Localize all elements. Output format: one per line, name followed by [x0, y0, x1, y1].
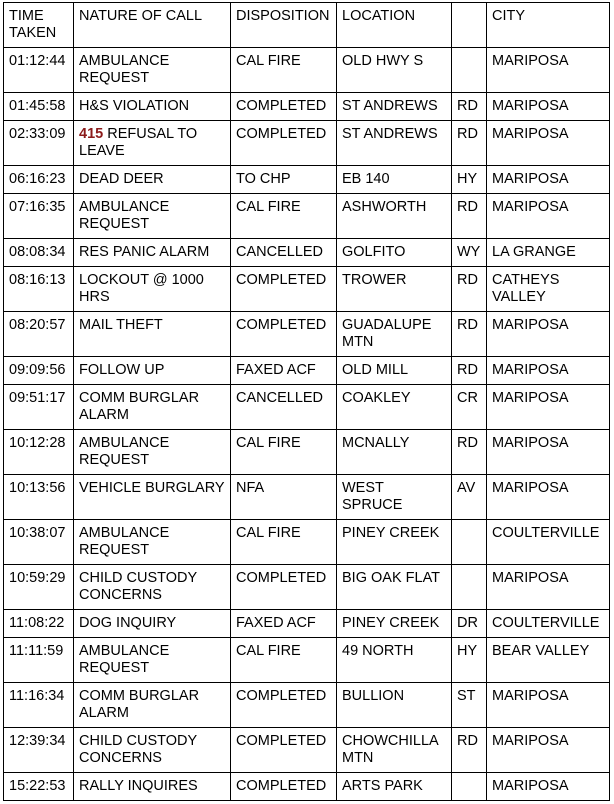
nature-text: RES PANIC ALARM: [79, 244, 210, 260]
cell-street-suffix: RD: [452, 430, 487, 475]
cell-street-suffix: [452, 48, 487, 93]
cell-time-taken: 10:12:28: [4, 430, 74, 475]
cell-street-suffix: HY: [452, 166, 487, 194]
cell-street-suffix: WY: [452, 239, 487, 267]
cell-disposition: COMPLETED: [231, 312, 337, 357]
cell-street-suffix: RD: [452, 121, 487, 166]
cell-time-taken: 10:38:07: [4, 520, 74, 565]
cell-city: MARIPOSA: [487, 475, 610, 520]
cell-disposition: CANCELLED: [231, 239, 337, 267]
cell-street-suffix: DR: [452, 610, 487, 638]
cell-time-taken: 07:16:35: [4, 194, 74, 239]
table-row: [4, 48, 610, 93]
cell-city: MARIPOSA: [487, 93, 610, 121]
cell-street-suffix: [452, 520, 487, 565]
cell-location: PINEY CREEK: [337, 610, 452, 638]
header-row: [4, 3, 610, 48]
table-row: [4, 385, 610, 430]
cell-location: GUADALUPE MTN: [337, 312, 452, 357]
header-nature-of-call: NATURE OF CALL: [74, 3, 231, 48]
call-log-body: [4, 48, 610, 801]
header-city: CITY: [487, 3, 610, 48]
cell-location: TROWER: [337, 267, 452, 312]
cell-nature-of-call: [74, 312, 231, 357]
cell-nature-of-call: [74, 683, 231, 728]
cell-city: COULTERVILLE: [487, 610, 610, 638]
cell-disposition: COMPLETED: [231, 565, 337, 610]
cell-street-suffix: [452, 565, 487, 610]
cell-nature-of-call: [74, 638, 231, 683]
table-row: [4, 773, 610, 801]
cell-time-taken: 11:16:34: [4, 683, 74, 728]
cell-city: MARIPOSA: [487, 48, 610, 93]
cell-nature-of-call: [74, 565, 231, 610]
cell-location: OLD HWY S: [337, 48, 452, 93]
cell-nature-of-call: [74, 93, 231, 121]
cell-location: WEST SPRUCE: [337, 475, 452, 520]
cell-time-taken: 01:12:44: [4, 48, 74, 93]
cell-location: MCNALLY: [337, 430, 452, 475]
cell-city: MARIPOSA: [487, 357, 610, 385]
call-log-table: [3, 2, 610, 801]
cell-city: CATHEYS VALLEY: [487, 267, 610, 312]
cell-location: EB 140: [337, 166, 452, 194]
cell-city: MARIPOSA: [487, 385, 610, 430]
cell-disposition: COMPLETED: [231, 121, 337, 166]
table-row: [4, 312, 610, 357]
nature-text: MAIL THEFT: [79, 317, 163, 333]
cell-city: MARIPOSA: [487, 430, 610, 475]
cell-street-suffix: RD: [452, 312, 487, 357]
cell-nature-of-call: [74, 166, 231, 194]
nature-text: AMBULANCE REQUEST: [79, 435, 170, 468]
nature-text: COMM BURGLAR ALARM: [79, 688, 200, 721]
nature-text: CHILD CUSTODY CONCERNS: [79, 570, 197, 603]
header-disposition: DISPOSITION: [231, 3, 337, 48]
cell-nature-of-call: [74, 267, 231, 312]
cell-time-taken: 01:45:58: [4, 93, 74, 121]
nature-text: VEHICLE BURGLARY: [79, 480, 225, 496]
cell-nature-of-call: [74, 728, 231, 773]
cell-disposition: COMPLETED: [231, 93, 337, 121]
cell-time-taken: 08:08:34: [4, 239, 74, 267]
header-time-taken: TIME TAKEN: [4, 3, 74, 48]
nature-text: RALLY INQUIRES: [79, 778, 198, 794]
table-row: [4, 638, 610, 683]
cell-nature-of-call: [74, 121, 231, 166]
cell-street-suffix: RD: [452, 93, 487, 121]
cell-nature-of-call: [74, 610, 231, 638]
cell-nature-of-call: [74, 48, 231, 93]
table-row: [4, 683, 610, 728]
table-row: [4, 610, 610, 638]
cell-time-taken: 09:09:56: [4, 357, 74, 385]
header-location: LOCATION: [337, 3, 452, 48]
cell-disposition: CAL FIRE: [231, 638, 337, 683]
table-row: [4, 728, 610, 773]
cell-location: OLD MILL: [337, 357, 452, 385]
cell-disposition: FAXED ACF: [231, 610, 337, 638]
cell-city: MARIPOSA: [487, 565, 610, 610]
cell-time-taken: 15:22:53: [4, 773, 74, 801]
cell-time-taken: 11:08:22: [4, 610, 74, 638]
cell-street-suffix: ST: [452, 683, 487, 728]
cell-disposition: COMPLETED: [231, 773, 337, 801]
cell-city: BEAR VALLEY: [487, 638, 610, 683]
cell-city: MARIPOSA: [487, 312, 610, 357]
table-row: [4, 239, 610, 267]
cell-time-taken: 10:13:56: [4, 475, 74, 520]
cell-time-taken: 06:16:23: [4, 166, 74, 194]
nature-text: CHILD CUSTODY CONCERNS: [79, 733, 197, 766]
table-row: [4, 267, 610, 312]
nature-text: REFUSAL TO LEAVE: [79, 126, 198, 159]
header-street-suffix: [452, 3, 487, 48]
cell-location: CHOWCHILLA MTN: [337, 728, 452, 773]
cell-disposition: NFA: [231, 475, 337, 520]
table-row: [4, 93, 610, 121]
nature-text: AMBULANCE REQUEST: [79, 643, 170, 676]
cell-street-suffix: HY: [452, 638, 487, 683]
cell-disposition: CAL FIRE: [231, 194, 337, 239]
nature-text: AMBULANCE REQUEST: [79, 53, 170, 86]
cell-location: ST ANDREWS: [337, 121, 452, 166]
cell-city: MARIPOSA: [487, 194, 610, 239]
cell-street-suffix: CR: [452, 385, 487, 430]
cell-city: COULTERVILLE: [487, 520, 610, 565]
nature-text: DEAD DEER: [79, 171, 164, 187]
cell-disposition: CAL FIRE: [231, 520, 337, 565]
cell-time-taken: 02:33:09: [4, 121, 74, 166]
cell-city: MARIPOSA: [487, 166, 610, 194]
cell-city: MARIPOSA: [487, 728, 610, 773]
nature-text: COMM BURGLAR ALARM: [79, 390, 200, 423]
cell-nature-of-call: [74, 475, 231, 520]
cell-city: MARIPOSA: [487, 683, 610, 728]
cell-disposition: COMPLETED: [231, 683, 337, 728]
cell-time-taken: 11:11:59: [4, 638, 74, 683]
cell-street-suffix: [452, 773, 487, 801]
cell-disposition: FAXED ACF: [231, 357, 337, 385]
cell-street-suffix: RD: [452, 267, 487, 312]
cell-disposition: CANCELLED: [231, 385, 337, 430]
cell-location: BIG OAK FLAT: [337, 565, 452, 610]
cell-time-taken: 09:51:17: [4, 385, 74, 430]
cell-nature-of-call: [74, 385, 231, 430]
cell-location: BULLION: [337, 683, 452, 728]
cell-nature-of-call: [74, 357, 231, 385]
table-row: [4, 121, 610, 166]
table-row: [4, 357, 610, 385]
cell-disposition: CAL FIRE: [231, 48, 337, 93]
cell-city: MARIPOSA: [487, 773, 610, 801]
cell-disposition: CAL FIRE: [231, 430, 337, 475]
call-code: 415: [79, 126, 104, 142]
nature-text: H&S VIOLATION: [79, 98, 190, 114]
table-row: [4, 430, 610, 475]
cell-location: ASHWORTH: [337, 194, 452, 239]
cell-street-suffix: RD: [452, 357, 487, 385]
table-row: [4, 475, 610, 520]
cell-time-taken: 08:16:13: [4, 267, 74, 312]
cell-time-taken: 12:39:34: [4, 728, 74, 773]
cell-location: ST ANDREWS: [337, 93, 452, 121]
cell-nature-of-call: [74, 239, 231, 267]
nature-text: FOLLOW UP: [79, 362, 165, 378]
cell-location: GOLFITO: [337, 239, 452, 267]
table-row: [4, 166, 610, 194]
cell-street-suffix: RD: [452, 728, 487, 773]
cell-location: 49 NORTH: [337, 638, 452, 683]
table-row: [4, 194, 610, 239]
cell-location: ARTS PARK: [337, 773, 452, 801]
cell-city: LA GRANGE: [487, 239, 610, 267]
cell-nature-of-call: [74, 520, 231, 565]
nature-text: DOG INQUIRY: [79, 615, 177, 631]
cell-street-suffix: RD: [452, 194, 487, 239]
cell-disposition: COMPLETED: [231, 267, 337, 312]
cell-city: MARIPOSA: [487, 121, 610, 166]
cell-nature-of-call: [74, 430, 231, 475]
cell-nature-of-call: [74, 194, 231, 239]
cell-disposition: COMPLETED: [231, 728, 337, 773]
cell-street-suffix: AV: [452, 475, 487, 520]
cell-time-taken: 10:59:29: [4, 565, 74, 610]
nature-text: LOCKOUT @ 1000 HRS: [79, 272, 204, 305]
cell-disposition: TO CHP: [231, 166, 337, 194]
cell-location: COAKLEY: [337, 385, 452, 430]
nature-text: AMBULANCE REQUEST: [79, 525, 170, 558]
nature-text: AMBULANCE REQUEST: [79, 199, 170, 232]
table-row: [4, 520, 610, 565]
cell-location: PINEY CREEK: [337, 520, 452, 565]
table-row: [4, 565, 610, 610]
cell-nature-of-call: [74, 773, 231, 801]
cell-time-taken: 08:20:57: [4, 312, 74, 357]
